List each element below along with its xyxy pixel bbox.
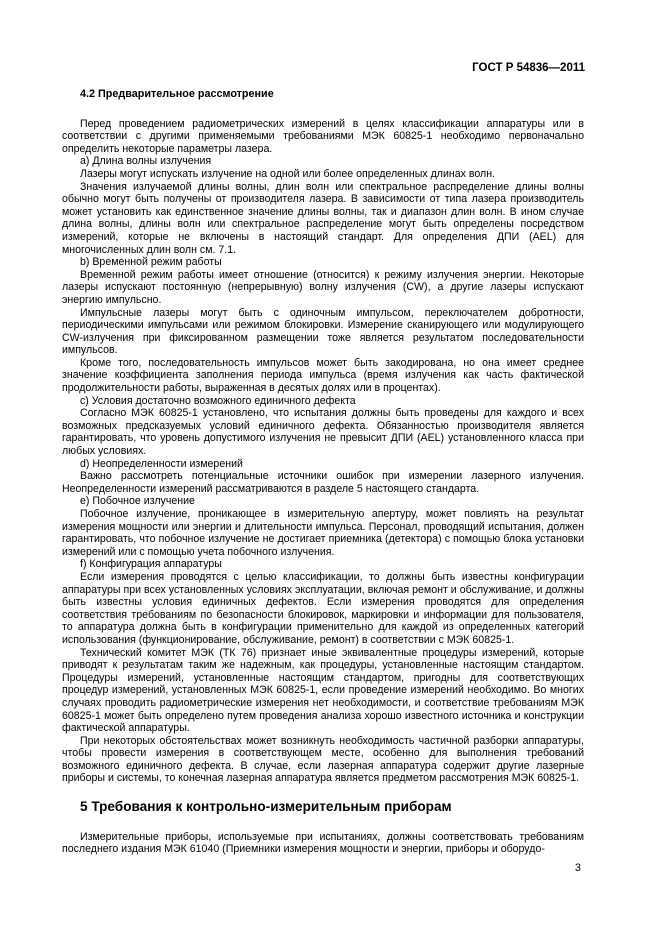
paragraph: При некоторых обстоятельствах может возникнуть необходимость частичной разборки аппаратуры, чтобы провести измерения в соответствующем месте, особенно для выполнения требований возможного единичного дефекта. В случае, если лазерная аппаратура содержит другие лазерные приборы и системы, то конечная лазерная аппаратура является предметом рассмотрения МЭК 60825-1. [62, 734, 584, 785]
paragraph: Кроме того, последовательность импульсов может быть закодирована, но она имеет среднее значение коэффициента заполнения периода импульса (время излучения как часть фактической продолжительности работы, выраженная в десятых долях или в процентах). [62, 356, 584, 395]
paragraph: Технический комитет МЭК (ТК 76) признает иные эквивалентные процедуры измерений, которые приводят к результатам таким же надежным, как процедуры, установленные настоящим стандартом. Процедуры измерений, установленные настоящим стандартом, пригодны для соответствующих процедур измерений, установленных МЭК 60825-1, если проведение измерений необходимо. Во многих случаях проводить радиометрические измерения нет необходимости, и соответствие требованиям МЭК 60825-1 может быть определено путем проведения анализа хорошо известного источника и конструкции фактической аппаратуры. [62, 646, 584, 735]
paragraph: Импульсные лазеры могут быть с одиночным импульсом, переключателем добротности, периодическими импульсами или режимом блокировки. Измерение сканирующего или модулирующего CW-излучения при фиксированном размещении тоже является результатом последовательности импульсов. [62, 306, 584, 357]
paragraph: Перед проведением радиометрических измерений в целях классификации аппаратуры или в соответствии с другими применяемыми требованиями МЭК 60825-1 необходимо первоначально определить некоторые параметры лазера. [62, 117, 584, 155]
paragraph: Лазеры могут испускать излучение на одной или более определенных длинах волн. [80, 167, 496, 180]
list-item-heading: а) Длина волны излучения [80, 155, 212, 168]
document-body [62, 88, 584, 856]
list-item-heading: b) Временной режим работы [80, 256, 222, 269]
section-heading-4-2: 4.2 Предварительное рассмотрение [80, 88, 274, 100]
page-number: 3 [574, 862, 581, 874]
paragraph: Если измерения проводятся с целью классификации, то должны быть известны конфигурации аппаратуры при всех установленных условиях эксплуатации, включая ремонт и обслуживание, и должны быть известны условия единичных дефектов. Если измерения проводятся для определения соответствия требованиям по безопасности блокировок, маркировки и информации для пользователя, то аппаратура должна быть в конфигурации применительно для каждой из определенных категорий использования (функционирование, обслуживание, ремонт) в соответствии с МЭК 60825-1. [62, 570, 584, 646]
list-item-heading: d) Неопределенности измерений [80, 457, 243, 470]
list-item-heading: f) Конфигурация аппаратуры [80, 558, 222, 571]
list-item-heading: е) Побочное излучение [80, 495, 195, 508]
paragraph: Согласно МЭК 60825-1 установлено, что испытания должны быть проведены для каждого и всех возможных предсказуемых условий единичного дефекта. Обязанностью производителя является гарантировать, что уровень допустимого излучения не превысит ДПИ (AEL) установленного класса при любых условиях. [62, 407, 584, 458]
document-header: ГОСТ Р 54836—2011 [472, 62, 585, 74]
paragraph: Измерительные приборы, используемые при испытаниях, должны соответствовать требованиям последнего издания МЭК 61040 (Приемники измерения мощности и энергии, приборы и оборудо- [62, 830, 584, 856]
paragraph: Временной режим работы имеет отношение (относится) к режиму излучения энергии. Некоторые лазеры испускают постоянную (непрерывную) волну излучения (CW), а другие лазеры испускают энергию импульсно. [62, 268, 584, 306]
paragraph: Побочное излучение, проникающее в измерительную апертуру, может повлиять на результат измерения мощности или энергии и длительности импульса. Персонал, проводящий испытания, должен гарантировать, что побочное излучение не достигает приемника (детектора) с помощью блока установки измерений или с помощью учета побочного излучения. [62, 508, 584, 558]
paragraph: Значения излучаемой длины волны, длин волн или спектральное распределение длины волны обычно могут быть получены от производителя лазера. В зависимости от типа лазера производитель может установить как единственное значение длины волны, так и диапазон длин волн. В ином случае длина волны, длины волн или спектральное распределение могут быть определены посредством измерений, которые не включены в настоящий стандарт. Для определения ДПИ (AEL) для многочисленных длин волн см. 7.1. [62, 180, 584, 256]
section-heading-5: 5 Требования к контрольно-измерительным приборам [80, 799, 452, 815]
list-item-heading: с) Условия достаточно возможного единичного дефекта [80, 394, 356, 407]
paragraph: Важно рассмотреть потенциальные источники ошибок при измерении лазерного излучения. Неопределенности измерений рассматриваются в разделе 5 настоящего стандарта. [62, 470, 584, 495]
